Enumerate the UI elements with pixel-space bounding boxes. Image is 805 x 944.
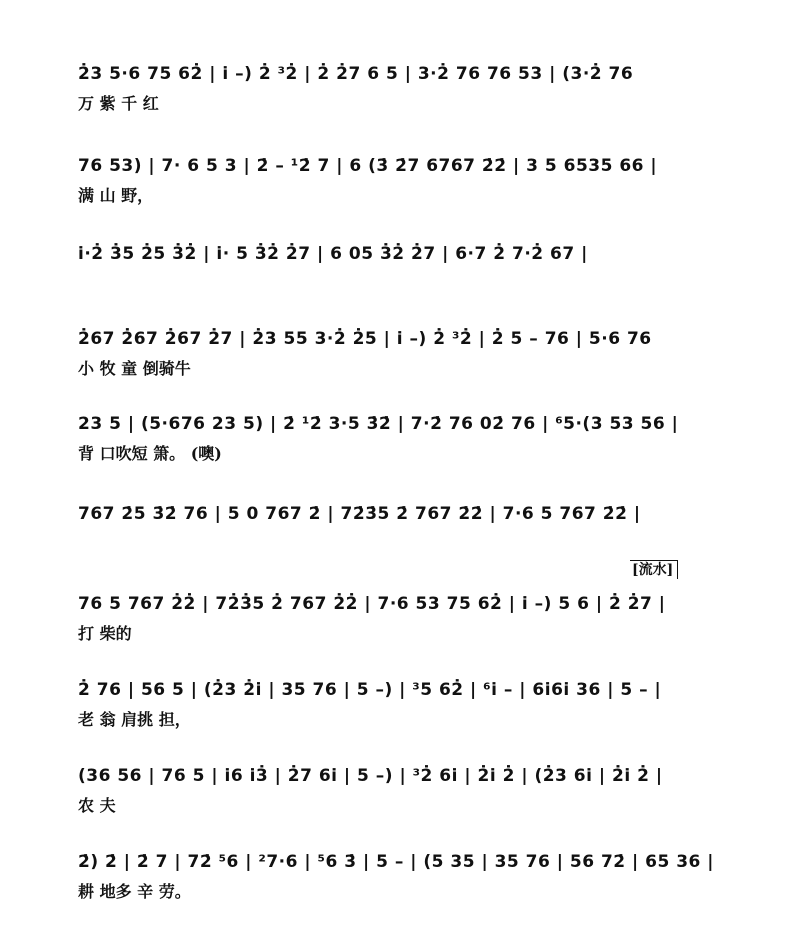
lyrics (78, 272, 745, 296)
lyrics: 耕 地多 辛 劳。 (78, 882, 191, 901)
notation: 767 2̇5 3̇2̇ 76 | 5 0 767 2̇ | 72̇3̇5 2̇ 767 2̇2̇ | 7·6 5 767 2̇2̇ | (78, 504, 641, 524)
notation: (36 56 | 76 5 | i̇6 i̇3̇ | 2̇7 6i̇ | 5 –) | ³2̇ 6i̇ | 2̇i̇ 2̇ | (2̇3 6i̇ | 2̇i̇ 2̇ | (78, 766, 663, 786)
tempo-marker: [流水] (630, 560, 678, 579)
lyrics (78, 532, 745, 556)
notation: 2̇ 76 | 56 5 | (2̇3 2̇i̇ | 35 76 | 5 –) | ³5 62̇ | ⁶i̇ – | 6i̇6i̇ 36 | 5 – | (78, 680, 662, 700)
notation: 76 53) | 7· 6 5 3 | 2̇ – ¹2̇ 7 | 6 (3̇ 2̇7 6767 2̇2̇ | 3 5 6535 66 | (78, 156, 658, 176)
notation: 23 5 | (5·676 23 5) | 2̇ ¹2̇ 3·5 3̇2̇ | 7·2̇ 76 02̇ 76 | ⁶5·(3 53 56 | (78, 414, 679, 434)
lyrics: 农 夫 (78, 796, 116, 815)
lyrics: 背 口吹短 箫。 (噢) (78, 444, 222, 463)
lyrics: 老 翁 肩挑 担， (78, 710, 191, 729)
lyrics: 小 牧 童 倒骑牛 (78, 359, 191, 378)
notation: 2̇67 2̇67 2̇67 2̇7 | 2̇3 55 3·2̇ 2̇5 | i̇ –) 2̇ ³2̇ | 2̇ 5 – 76 | 5·6 76 (78, 329, 652, 349)
notation: 76 5 767 2̇2̇ | 72̇3̇5 2̇ 767 2̇2̇ | 7·6 53 75 62̇ | i̇ –) 5 6 | 2̇ 2̇7 | (78, 594, 666, 614)
lyrics: 满 山 野， (78, 186, 154, 205)
lyrics: 打 柴的 (78, 624, 132, 643)
notation: i̇·2̇ 3̇5 2̇5 3̇2̇ | i̇· 5 3̇2̇ 2̇7 | 6 05 3̇2̇ 2̇7 | 6·7 2̇ 7·2̇ 67 | (78, 244, 588, 264)
notation: 2̇3 5·6 75 62̇ | i̇ –) 2̇ ³2̇ | 2̇ 2̇7 6 5 | 3·2̇ 76 76 53 | (3·2̇ 76 (78, 64, 634, 84)
notation: 2̇) 2̇ | 2̇ 7 | 72̇ ⁵6 | ²7·6 | ⁵6 3̇ | 5 – | (5 35 | 35 76 | 56 72̇ | 65 36 | (78, 852, 715, 872)
lyrics: 万 紫 千 红 (78, 94, 159, 113)
